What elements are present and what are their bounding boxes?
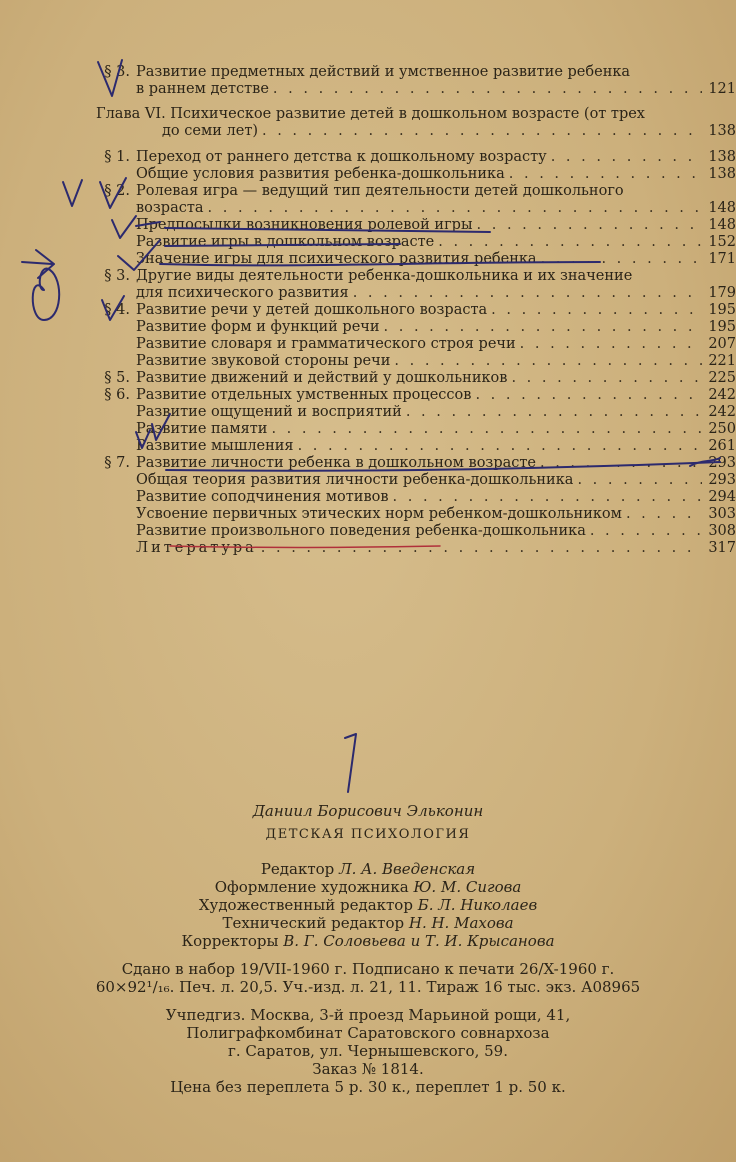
toc-title: Развитие личности ребенка в дошкольном возрасте <box>136 455 536 471</box>
page-number: 303 <box>708 506 736 522</box>
leader-dots <box>626 506 702 523</box>
order-number: Заказ № 1814. <box>312 1060 424 1078</box>
toc-title: Ролевая игра — ведущий тип деятельности детей дошкольного <box>136 183 624 199</box>
toc-title: Развитие ощущений и восприятий <box>136 404 402 420</box>
page-number: 195 <box>708 319 736 335</box>
toc-line <box>100 81 736 98</box>
toc-line <box>100 268 736 285</box>
toc-title: Глава VI. Психическое развитие детей в дошкольном возрасте (от трех <box>96 106 645 122</box>
toc-title: Другие виды деятельности ребенка-дошкольника и их значение <box>136 268 633 284</box>
toc-title: Предпосылки возникновения ролевой игры <box>136 217 473 233</box>
toc-title: Развитие произвольного поведения ребенка-дошкольника <box>136 523 586 539</box>
toc-title: для психического развития <box>136 285 349 301</box>
publisher-info: г. Саратов, ул. Чернышевского, 59. <box>228 1042 508 1060</box>
credit-art-editor <box>0 896 736 914</box>
toc-line <box>100 523 736 540</box>
page-number: 148 <box>708 217 736 233</box>
toc-line <box>100 506 736 523</box>
leader-dots <box>261 540 702 557</box>
toc-title: Переход от раннего детства к дошкольному возрасту <box>136 149 547 165</box>
toc-line <box>100 302 736 319</box>
section-number: § 4. <box>104 302 130 318</box>
toc-line <box>100 336 736 353</box>
page-number: 207 <box>708 336 736 352</box>
leader-dots <box>509 166 702 183</box>
credit-name: В. Г. Соловьева и Т. И. Крысанова <box>283 932 555 950</box>
section-number: § 3. <box>104 268 130 284</box>
leader-dots <box>551 149 702 166</box>
page-number: 308 <box>708 523 736 539</box>
credit-name: Н. Н. Махова <box>408 914 514 932</box>
toc-line <box>100 489 736 506</box>
toc-line <box>100 455 736 472</box>
page-number: 152 <box>708 234 736 250</box>
credit-name: Б. Л. Николаев <box>417 896 538 914</box>
toc-line <box>100 166 736 183</box>
page-number: 195 <box>708 302 736 318</box>
page-number: 121 <box>708 81 736 97</box>
toc-title: до семи лет) <box>162 123 258 139</box>
credit-label: Корректоры <box>181 932 279 950</box>
toc-title: в раннем детстве <box>136 81 269 97</box>
toc-line <box>100 421 736 438</box>
toc-line <box>100 353 736 370</box>
toc-line <box>100 438 736 455</box>
credit-label: Художественный редактор <box>198 896 413 914</box>
section-number: § 6. <box>104 387 130 403</box>
publisher-info: Учпедгиз. Москва, 3-й проезд Марьиной рощи, 41, <box>165 1006 571 1024</box>
leader-dots <box>590 523 702 540</box>
tick-mark <box>345 734 356 792</box>
toc-title: Развитие соподчинения мотивов <box>136 489 389 505</box>
credit-design <box>0 878 736 896</box>
page-number: 148 <box>708 200 736 216</box>
toc-line <box>100 64 736 81</box>
credit-tech-editor <box>0 914 736 932</box>
toc-title: Общая теория развития личности ребенка-дошкольника <box>136 472 574 488</box>
toc-title: Общие условия развития ребенка-дошкольника <box>136 166 505 182</box>
leader-dots <box>393 489 702 506</box>
toc-line <box>100 251 736 268</box>
toc-title: Развитие словаря и грамматического строя речи <box>136 336 516 352</box>
page-number: 179 <box>708 285 736 301</box>
page-number: 171 <box>708 251 736 267</box>
author-name: Даниил Борисович Эльконин <box>252 802 484 820</box>
page-number: 138 <box>708 166 736 182</box>
toc-line <box>100 472 736 489</box>
leader-dots <box>271 421 702 438</box>
toc-line <box>100 370 736 387</box>
leader-dots <box>406 404 702 421</box>
toc-title: возраста <box>136 200 204 216</box>
leader-dots <box>477 217 702 234</box>
toc-title: Значение игры для психического развития ребенка <box>136 251 537 267</box>
page-number: 293 <box>708 455 736 471</box>
toc-line <box>100 183 736 200</box>
leader-dots <box>475 387 702 404</box>
toc-line <box>100 404 736 421</box>
chapter-heading <box>96 106 645 123</box>
leader-dots <box>540 455 702 472</box>
toc-line <box>130 123 736 140</box>
toc-title: Усвоение первичных этических норм ребенком-дошкольником <box>136 506 622 522</box>
page-number: 242 <box>708 404 736 420</box>
leader-dots <box>577 472 702 489</box>
leader-dots <box>208 200 702 217</box>
toc-title: Развитие предметных действий и умственное развитие ребенка <box>136 64 631 80</box>
section-number: § 2. <box>104 183 130 199</box>
page-number: 293 <box>708 472 736 488</box>
credit-correctors <box>0 932 736 950</box>
leader-dots <box>384 319 702 336</box>
toc-title: Литература <box>136 540 257 556</box>
toc-title: Развитие мышления <box>136 438 294 454</box>
toc-line <box>100 387 736 404</box>
leader-dots <box>541 251 702 268</box>
table-of-contents <box>0 0 736 570</box>
section-number: § 3. <box>104 64 130 80</box>
toc-line <box>100 234 736 251</box>
credit-label: Оформление художника <box>214 878 409 896</box>
leader-dots <box>491 302 702 319</box>
credit-label: Технический редактор <box>222 914 405 932</box>
page-number: 138 <box>708 149 736 165</box>
toc-title: Развитие отдельных умственных процессов <box>136 387 472 403</box>
toc-line <box>100 200 736 217</box>
publisher-info: Полиграфкомбинат Саратовского совнархоза <box>186 1024 550 1042</box>
page-number: 294 <box>708 489 736 505</box>
toc-line <box>100 149 736 166</box>
page-number: 250 <box>708 421 736 437</box>
credit-name: Л. А. Введенская <box>339 860 476 878</box>
leader-dots <box>520 336 702 353</box>
toc-line <box>100 285 736 302</box>
leader-dots <box>353 285 702 302</box>
page-number: 225 <box>708 370 736 386</box>
section-number: § 5. <box>104 370 130 386</box>
page-number: 242 <box>708 387 736 403</box>
leader-dots <box>438 234 702 251</box>
leader-dots <box>511 370 702 387</box>
toc-title: Развитие игры в дошкольном возрасте <box>136 234 435 250</box>
toc-line <box>100 217 736 234</box>
leader-dots <box>394 353 702 370</box>
toc-title: Развитие движений и действий у дошкольников <box>136 370 508 386</box>
toc-title: Развитие форм и функций речи <box>136 319 380 335</box>
toc-line <box>100 540 736 557</box>
toc-title: Развитие памяти <box>136 421 268 437</box>
leader-dots <box>298 438 702 455</box>
toc-title: Развитие речи у детей дошкольного возраста <box>136 302 488 318</box>
credit-label: Редактор <box>260 860 335 878</box>
print-details: Сдано в набор 19/VII-1960 г. Подписано к печати 26/X-1960 г. <box>121 960 615 978</box>
credit-name: Ю. М. Сигова <box>413 878 522 896</box>
page-number: 221 <box>708 353 736 369</box>
section-number: § 1. <box>104 149 130 165</box>
page-number: 261 <box>708 438 736 454</box>
leader-dots <box>262 123 702 140</box>
page-number: 317 <box>708 540 736 556</box>
print-details: 60×92¹/₁₆. Печ. л. 20,5. Уч.-изд. л. 21, 11. Тираж 16 тыс. экз. А08965 <box>95 978 641 996</box>
toc-title: Развитие звуковой стороны речи <box>136 353 391 369</box>
leader-dots <box>273 81 702 98</box>
book-title: ДЕТСКАЯ ПСИХОЛОГИЯ <box>265 827 471 842</box>
page-number: 138 <box>708 123 736 139</box>
price-line: Цена без переплета 5 р. 30 к., переплет 1 р. 50 к. <box>170 1078 566 1096</box>
section-number: § 7. <box>104 455 130 471</box>
toc-line <box>100 319 736 336</box>
credit-editor <box>0 860 736 878</box>
